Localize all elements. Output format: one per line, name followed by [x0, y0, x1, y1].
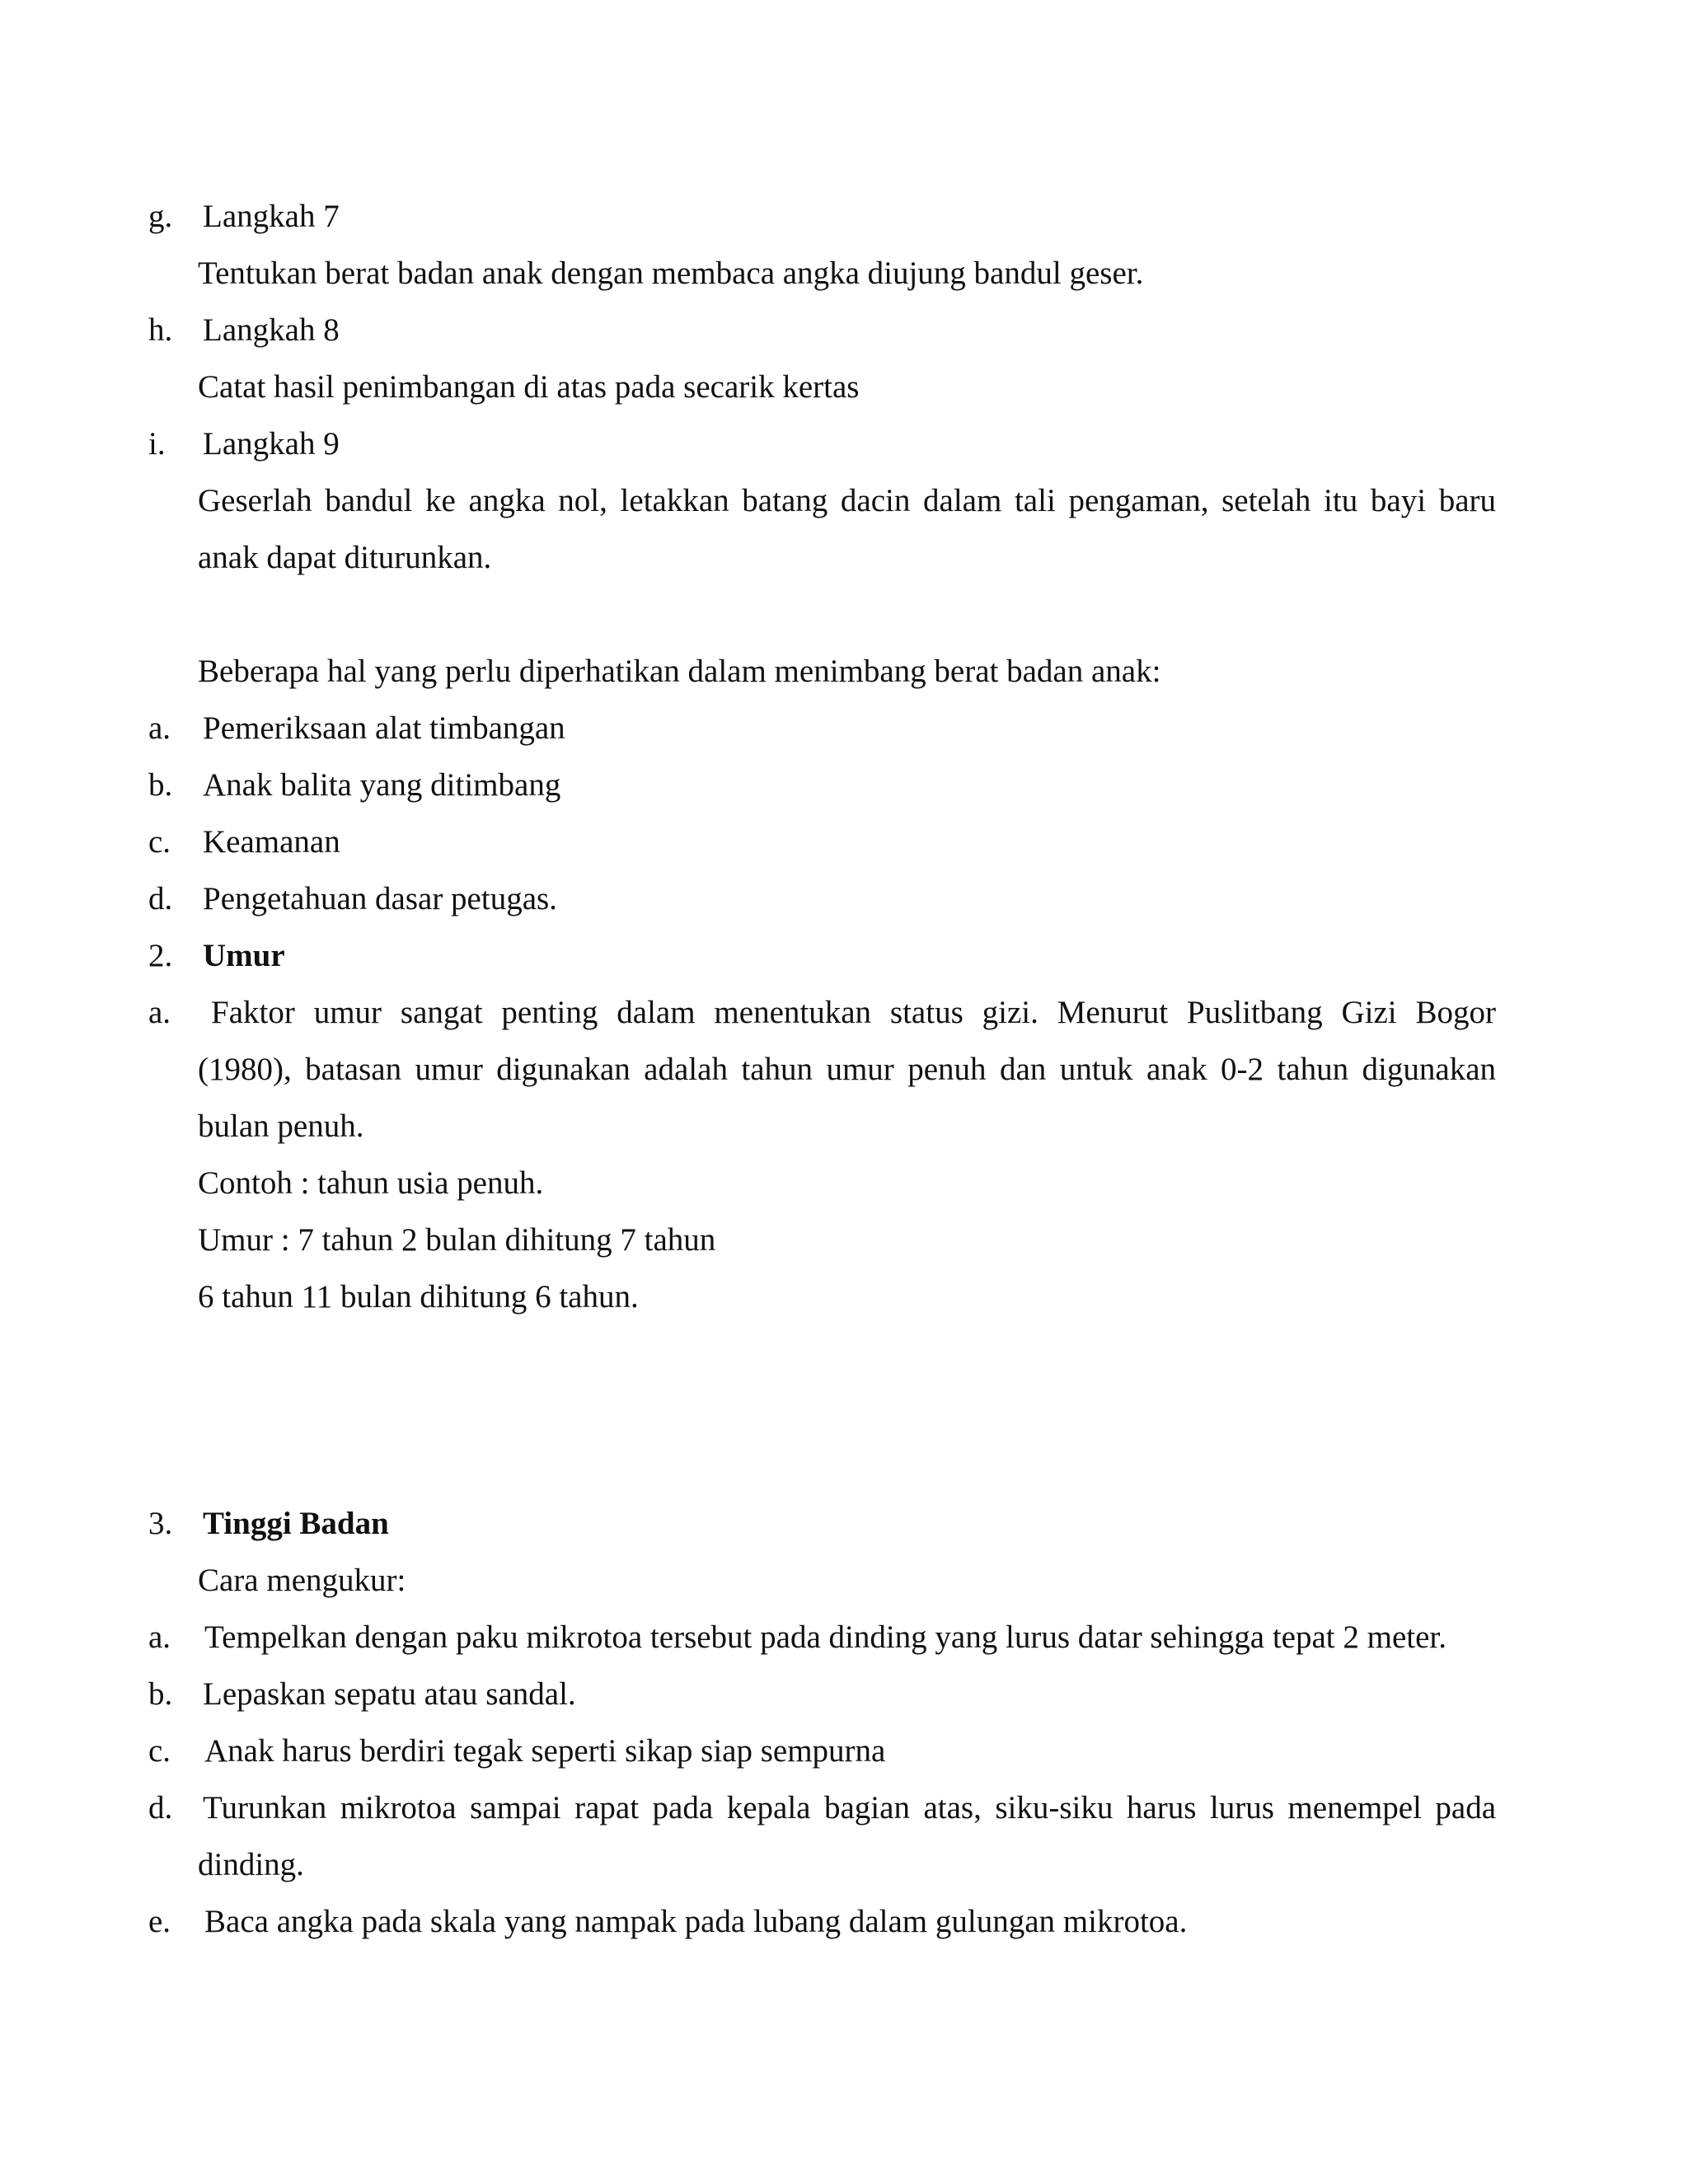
step-8-row [0, 306, 1688, 355]
list-item [0, 704, 1688, 753]
list-item [0, 1613, 1688, 1662]
list-item [0, 874, 1688, 924]
example-text: 6 tahun 11 bulan dihitung 6 tahun. [198, 1279, 639, 1315]
example-text: Umur : 7 tahun 2 bulan dihitung 7 tahun [198, 1222, 716, 1258]
step-9-text-row-1 [0, 476, 1688, 526]
step-7-text-row [0, 249, 1688, 298]
step-text: Catat hasil penimbangan di atas pada secarik kertas [198, 369, 860, 405]
list-item-text: Pengetahuan dasar petugas. [203, 881, 557, 916]
example-label: Contoh : tahun usia penuh. [198, 1165, 544, 1201]
step-label: Langkah 8 [203, 312, 340, 348]
section-number: 3. [148, 1506, 173, 1541]
step-label: Langkah 7 [203, 199, 340, 234]
considerations-intro-row [0, 647, 1688, 696]
step-7-row [0, 192, 1688, 241]
list-item-text: Pemeriksaan alat timbangan [203, 710, 565, 746]
list-marker: d. [148, 881, 173, 916]
list-item [0, 1783, 1688, 1833]
list-marker: c. [148, 824, 171, 860]
list-marker: c. [148, 1733, 171, 1769]
list-item-text: Lepaskan sepatu atau sandal. [203, 1676, 576, 1712]
paragraph-text: Faktor umur sangat penting dalam menentukan status gizi. Menurut Puslitbang Gizi Bogor [211, 995, 1496, 1030]
list-item-text: Tempelkan dengan paku mikrotoa tersebut pada dinding yang lurus datar sehingga tepat 2 meter. [204, 1619, 1447, 1655]
section-heading-row [0, 931, 1688, 981]
umur-example-row-2 [0, 1272, 1688, 1322]
list-marker: e. [148, 1904, 171, 1939]
list-item [0, 1727, 1688, 1776]
paragraph-text: (1980), batasan umur digunakan adalah tahun umur penuh dan untuk anak 0-2 tahun digunakan [198, 1052, 1496, 1087]
list-marker: g. [148, 199, 173, 234]
step-text: Tentukan berat badan anak dengan membaca angka diujung bandul geser. [198, 255, 1144, 291]
list-item [0, 818, 1688, 867]
section-heading: Tinggi Badan [203, 1506, 389, 1541]
list-item-text: Baca angka pada skala yang nampak pada lubang dalam gulungan mikrotoa. [204, 1904, 1188, 1939]
step-text: Geserlah bandul ke angka nol, letakkan batang dacin dalam tali pengaman, setelah itu bayi baru [198, 483, 1496, 518]
umur-paragraph-row-2 [0, 1045, 1688, 1094]
list-item-text: Keamanan [203, 824, 340, 860]
list-item-text: dinding. [198, 1847, 304, 1882]
list-marker: a. [148, 710, 171, 746]
step-9-text-row-2 [0, 533, 1688, 583]
list-item [0, 761, 1688, 810]
section-heading-row [0, 1499, 1688, 1549]
list-item-text: Turunkan mikrotoa sampai rapat pada kepala bagian atas, siku-siku harus lurus menempel pada [203, 1790, 1496, 1825]
umur-example-row-1 [0, 1216, 1688, 1265]
step-8-text-row [0, 363, 1688, 412]
umur-paragraph-row-1 [0, 988, 1688, 1038]
list-item [0, 1897, 1688, 1947]
list-item-text: Anak balita yang ditimbang [203, 767, 561, 803]
list-marker: b. [148, 1676, 173, 1712]
list-marker: i. [148, 426, 166, 462]
list-marker: h. [148, 312, 173, 348]
umur-paragraph-row-3 [0, 1102, 1688, 1151]
list-marker: a. [148, 1619, 171, 1655]
tinggi-intro-row [0, 1556, 1688, 1605]
step-text: anak dapat diturunkan. [198, 540, 492, 575]
list-item [0, 1670, 1688, 1719]
section-heading: Umur [203, 938, 285, 973]
step-label: Langkah 9 [203, 426, 340, 462]
list-item-continuation [0, 1840, 1688, 1890]
list-marker: b. [148, 767, 173, 803]
section-number: 2. [148, 938, 173, 973]
list-marker: d. [148, 1790, 173, 1825]
paragraph-text: Cara mengukur: [198, 1563, 406, 1598]
umur-example-label-row [0, 1159, 1688, 1208]
paragraph-text: Beberapa hal yang perlu diperhatikan dalam menimbang berat badan anak: [198, 654, 1161, 689]
list-marker: a. [148, 995, 171, 1030]
step-9-row [0, 419, 1688, 469]
list-item-text: Anak harus berdiri tegak seperti sikap siap sempurna [204, 1733, 886, 1769]
paragraph-text: bulan penuh. [198, 1108, 364, 1144]
